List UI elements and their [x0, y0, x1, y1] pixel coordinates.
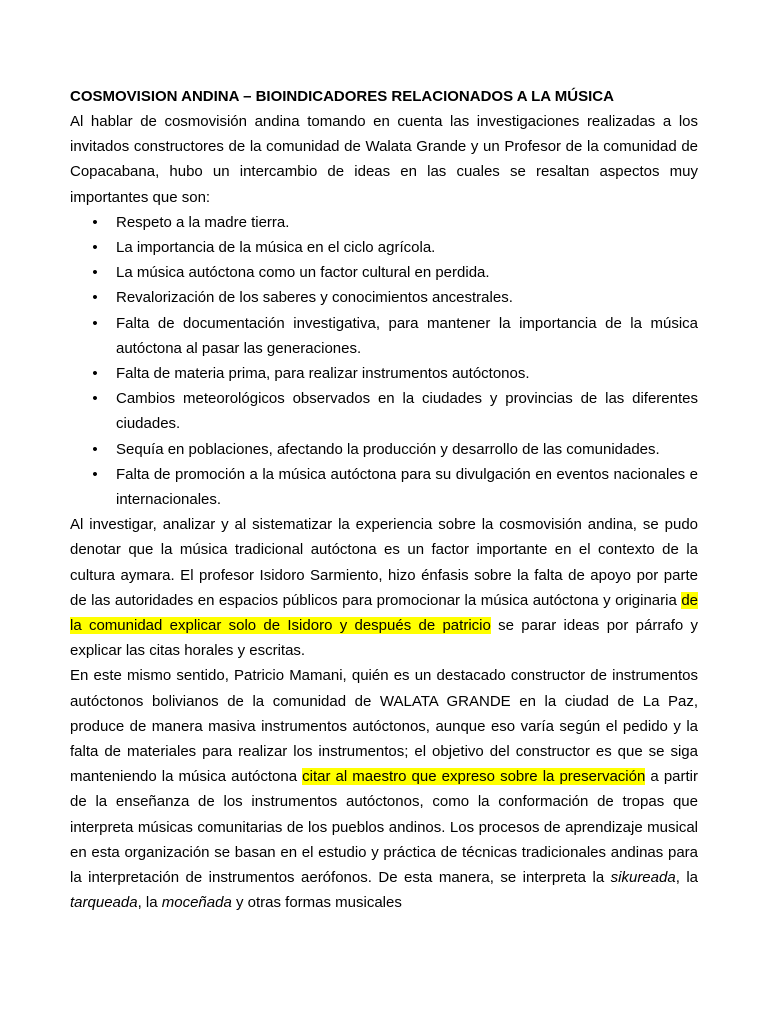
- bullet-icon: •: [92, 289, 98, 307]
- list-item: [70, 361, 698, 386]
- paragraph-text: , la: [675, 869, 699, 887]
- bullet-icon: •: [92, 239, 98, 257]
- document-page: [70, 84, 698, 916]
- highlighted-comment: citar al maestro que expreso sobre la preservación: [302, 768, 646, 786]
- aspects-list: [70, 210, 698, 512]
- list-item: [70, 260, 698, 285]
- document-title: COSMOVISION ANDINA – BIOINDICADORES RELACIONADOS A LA MÚSICA: [70, 88, 614, 105]
- list-item: [70, 311, 698, 361]
- bullet-icon: •: [92, 264, 98, 282]
- musical-term: sikureada: [610, 869, 676, 887]
- bullet-icon: •: [92, 440, 98, 458]
- list-item-text: Falta de materia prima, para realizar instrumentos autóctonos.: [116, 365, 530, 383]
- bullet-icon: •: [92, 465, 98, 483]
- paragraph-text: , la: [137, 894, 162, 912]
- bullet-icon: •: [92, 365, 98, 383]
- list-item-text: Falta de documentación investigativa, para mantener la importancia de la música autóctona al pasar las generaciones.: [116, 314, 698, 357]
- highlighted-comment: de la comunidad explicar solo de Isidoro y después de patricio: [70, 591, 698, 635]
- list-item-text: Respeto a la madre tierra.: [116, 213, 290, 231]
- list-item-text: La importancia de la música en el ciclo agrícola.: [116, 239, 436, 257]
- list-item-text: Revalorización de los saberes y conocimientos ancestrales.: [116, 289, 513, 307]
- bullet-icon: •: [92, 314, 98, 332]
- paragraph-text: y otras formas musicales: [231, 894, 402, 912]
- list-item: [70, 462, 698, 512]
- list-item-text: Sequía en poblaciones, afectando la producción y desarrollo de las comunidades.: [116, 440, 660, 458]
- paragraph-text: Al investigar, analizar y al sistematizar la experiencia sobre la cosmovisión andina, se pudo denotar que la música tradicional autóctona es un factor importante en el contexto de la cultura aymara. El profesor Isidoro Sarmiento, hizo énfasis sobre la falta de apoyo por parte de las autoridades en espacios públicos para promocionar la música autóctona y originaria: [70, 516, 698, 609]
- paragraph-text: se parar ideas por párrafo y explicar las citas horales y escritas.: [70, 617, 698, 660]
- musical-term: tarqueada: [70, 894, 138, 912]
- list-item: [70, 386, 698, 436]
- constructor-paragraph: [70, 663, 698, 915]
- list-item-text: Cambios meteorológicos observados en la ciudades y provincias de las diferentes ciudades.: [116, 390, 698, 433]
- list-item-text: La música autóctona como un factor cultural en perdida.: [116, 264, 490, 282]
- paragraph-text: En este mismo sentido, Patricio Mamani, quién es un destacado constructor de instrumentos autóctonos bolivianos de la comunidad de WALATA GRANDE en la ciudad de La Paz, produce de manera masiva instrumentos autóctonos, aunque eso varía según el pedido y la falta de materiales para realizar los instrumentos; el objetivo del constructor es que se siga manteniendo la música autóctona: [70, 667, 698, 786]
- research-paragraph: [70, 512, 698, 663]
- bullet-icon: •: [92, 390, 98, 408]
- intro-paragraph: Al hablar de cosmovisión andina tomando en cuenta las investigaciones realizadas a los invitados constructores de la comunidad de Walata Grande y un Profesor de la comunidad de Copacabana, hubo un intercambio de ideas en las cuales se resaltan aspectos muy importantes que son:: [70, 113, 698, 206]
- list-item: [70, 210, 698, 235]
- list-item: [70, 437, 698, 462]
- list-item: [70, 235, 698, 260]
- list-item: [70, 285, 698, 310]
- musical-term: moceñada: [161, 894, 232, 912]
- bullet-icon: •: [92, 213, 98, 231]
- list-item-text: Falta de promoción a la música autóctona para su divulgación en eventos nacionales e internacionales.: [116, 465, 698, 509]
- paragraph-text: a partir de la enseñanza de los instrumentos autóctonos, como la conformación de tropas que interpreta músicas comunitarias de los pueblos andinos. Los procesos de aprendizaje musical en esta organización se basan en el estudio y práctica de técnicas tradicionales andinas para la interpretación de instrumentos aerófonos. De esta manera, se interpreta la: [70, 768, 698, 887]
